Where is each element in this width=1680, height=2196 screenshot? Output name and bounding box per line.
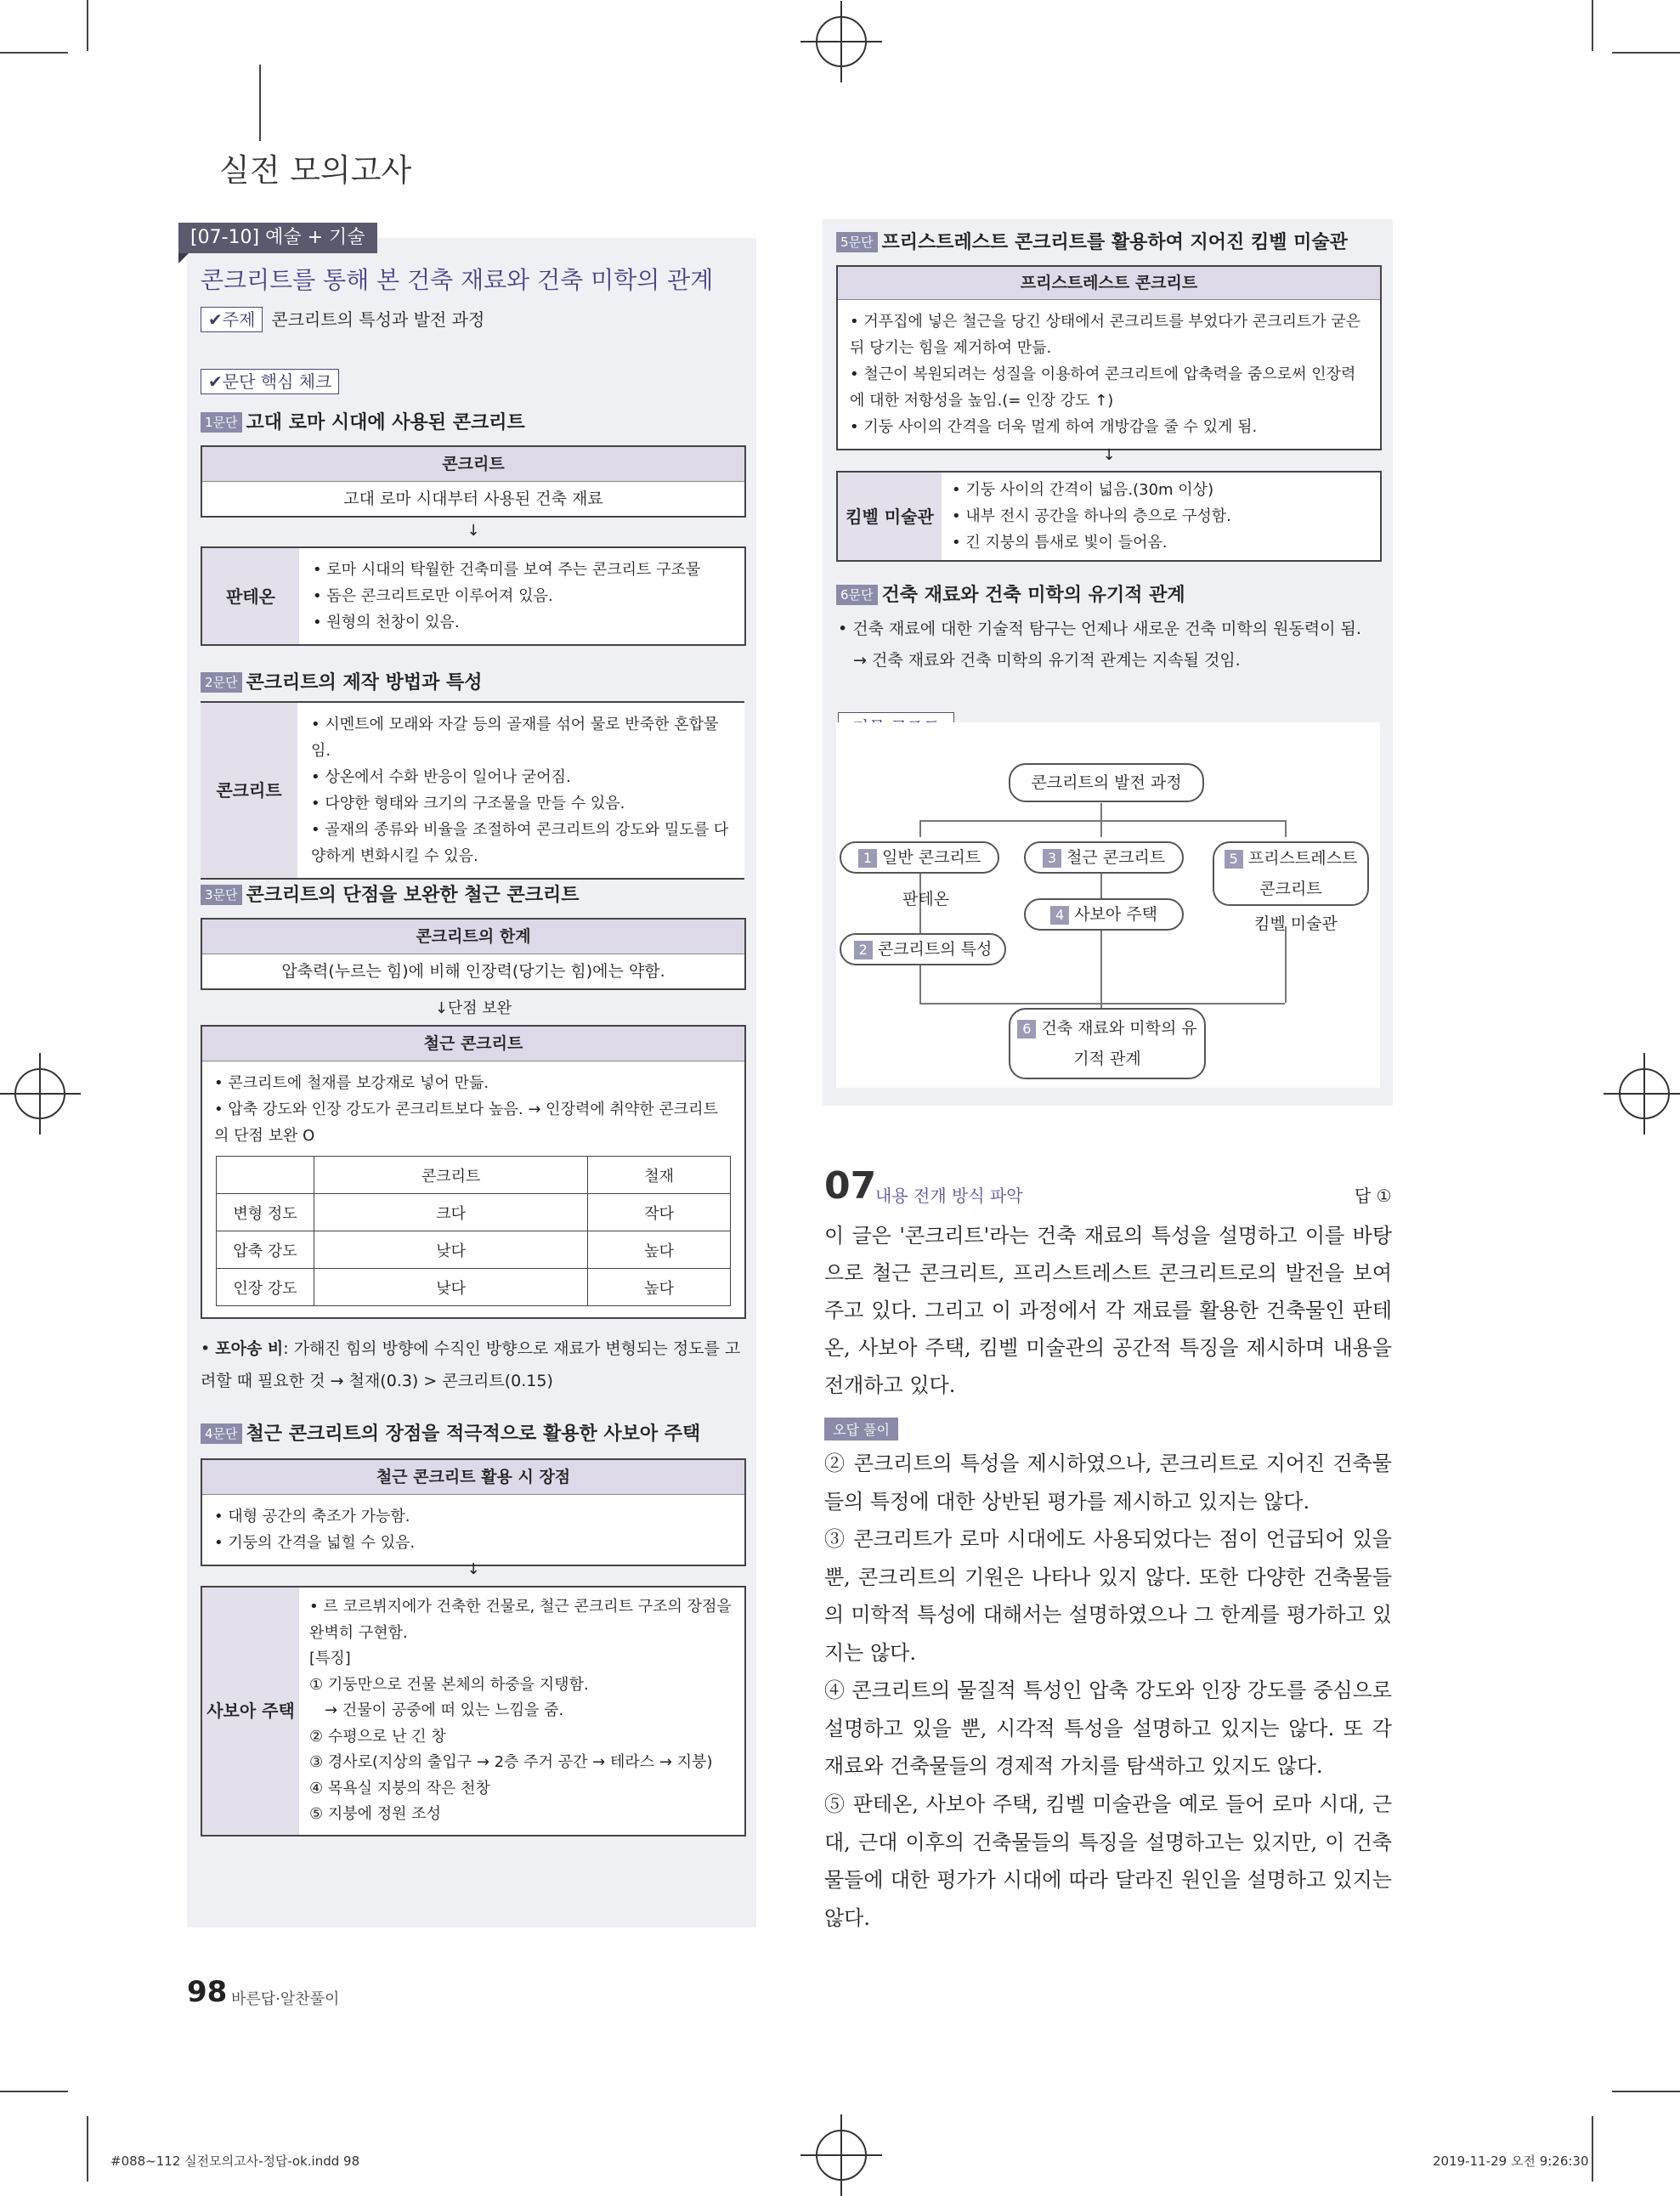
- option-5-explanation: ⑤ 판테온, 사보아 주택, 킴벨 미술관을 예로 들어 로마 시대, 근대, 근대 이후의 건축물들의 특징을 설명하고는 있지만, 이 건축물들에 대한 평가가 시대에 따라 달라진 원인을 설명하고 있지는 않다.: [824, 1792, 1392, 1930]
- question-number: 07: [824, 1164, 877, 1208]
- option-2-explanation: ② 콘크리트의 특성을 제시하였으나, 콘크리트로 지어진 건축물들의 특정에 대한 상반된 평가를 제시하고 있지는 않다.: [824, 1452, 1392, 1514]
- paragraph-check-label: ✔문단 핵심 체크: [201, 369, 339, 394]
- page-number: 98: [187, 1975, 228, 2009]
- p4-heading: 4문단 철근 콘크리트의 장점을 적극적으로 활용한 사보아 주택: [201, 1419, 700, 1446]
- structure-diagram: [836, 722, 1380, 1088]
- slug-file: #088~112 실전모의고사-정답-ok.indd 98: [110, 2154, 360, 2169]
- slug-date: 2019-11-29 오전 9:26:30: [1433, 2154, 1589, 2169]
- p1-heading: 1문단 고대 로마 시대에 사용된 콘크리트: [201, 408, 525, 434]
- option-4-explanation: ④ 콘크리트의 물질적 특성인 압축 강도와 인장 강도를 중심으로 설명하고 있을 뿐, 시각적 특성을 설명하고 있지는 않다. 또 각 재료와 건축물들의 경제적 가치를 탐색하고 있지도 않다.: [824, 1678, 1392, 1778]
- question-type: 내용 전개 방식 파악: [875, 1186, 1023, 1206]
- p5-heading: 5문단 프리스트레스트 콘크리트를 활용하여 지어진 킴벨 미술관: [836, 228, 1348, 254]
- p3-limit-box: 콘크리트의 한계 압축력(누르는 힘)에 비해 인장력(당기는 힘)에는 약함.: [201, 918, 746, 990]
- p3-heading: 3문단 콘크리트의 단점을 보완한 철근 콘크리트: [201, 880, 579, 907]
- category-tag: [07-10] 예술 + 기술: [178, 223, 377, 253]
- topic-label: ✔주제: [201, 307, 263, 332]
- table-row: 인장 강도 낮다 높다: [217, 1269, 731, 1306]
- p5-arrow: ↓: [1102, 446, 1116, 464]
- poisson-note: • 포아송 비: 가해진 힘의 방향에 수직인 방향으로 재료가 변형되는 정도를 고려할 때 필요한 것 → 철재(0.3) > 콘크리트(0.15): [201, 1339, 741, 1390]
- table-row: 압축 강도 낮다 높다: [217, 1231, 731, 1269]
- table-header-row: 콘크리트 철재: [217, 1157, 731, 1194]
- node-1-sub: 판테온: [902, 890, 950, 908]
- node-5: 5 프리스트레스트 콘크리트: [1213, 841, 1369, 906]
- node-2: 2 콘크리트의 특성: [840, 933, 1006, 965]
- node-6: 6 건축 재료와 미학의 유기적 관계: [1009, 1008, 1206, 1079]
- p2-concrete-box: 콘크리트 • 시멘트에 모래와 자갈 등의 골재를 섞어 물로 반죽한 혼합물임. • 상온에서 수화 반응이 일어나 굳어짐. • 다양한 형태와 크기의 구조물을 만들 수 있음. • 골재의 종류와 비율을 조절하여 콘크리트의 강도와 밀도를 다양하게 변화시킬 수 있음.: [201, 701, 744, 880]
- wrong-answer-label: 오답 풀이: [824, 1418, 898, 1440]
- p5-kimbell-box: 킴벨 미술관 • 기둥 사이의 간격이 넓음.(30m 이상) • 내부 전시 공간을 하나의 층으로 구성함. • 긴 지붕의 틈새로 빛이 들어옴.: [836, 471, 1382, 562]
- p3-arrow: ↓단점 보완: [434, 999, 512, 1017]
- p1-concrete-box: 콘크리트 고대 로마 시대부터 사용된 건축 재료: [201, 445, 746, 518]
- answer-label: 답 ①: [1355, 1186, 1392, 1206]
- node-root: 콘크리트의 발전 과정: [1009, 763, 1204, 802]
- topic-text: 콘크리트의 특성과 발전 과정: [271, 309, 485, 330]
- topic-line: [201, 306, 484, 332]
- registration-mark-left: [14, 1068, 65, 1119]
- p6-body: • 건축 재료에 대한 기술적 탐구는 언제나 새로운 건축 미학의 원동력이 됨. → 건축 재료와 건축 미학의 유기적 관계는 지속될 것임.: [838, 620, 1361, 670]
- comparison-table: [216, 1156, 731, 1306]
- node-5-sub: 킴벨 미술관: [1254, 914, 1338, 933]
- section-title: 실전 모의고사: [219, 152, 412, 189]
- p6-heading: 6문단 건축 재료와 건축 미학의 유기적 관계: [836, 580, 1185, 607]
- p1-pantheon-box: 판테온 • 로마 시대의 탁월한 건축미를 보여 주는 콘크리트 구조물 • 돔은 콘크리트로만 이루어져 있음. • 원형의 천창이 있음.: [201, 546, 746, 646]
- node-1: 1 일반 콘크리트: [840, 841, 999, 874]
- registration-mark-bottom: [816, 2130, 867, 2181]
- registration-mark-top: [816, 16, 867, 67]
- explanation-body: 이 글은 '콘크리트'라는 건축 재료의 특성을 설명하고 이를 바탕으로 철근 콘크리트, 프리스트레스트 콘크리트로의 발전을 보여 주고 있다. 그리고 이 과정에서 각 재료를 활용한 건축물인 판테온, 사보아 주택, 킴벨 미술관의 공간적 특징을 제시하며 내용을 전개하고 있다.: [824, 1224, 1392, 1397]
- p5-prestressed-box: 프리스트레스트 콘크리트 • 거푸집에 넣은 철근을 당긴 상태에서 콘크리트를 부었다가 콘크리트가 굳은 뒤 당기는 힘을 제거하여 만듦. • 철근이 복원되려는 성질을 이용하여 콘크리트에 압축력을 줌으로써 인장력에 대한 저항성을 높임.(= 인장 강도 ↑) • 기둥 사이의 간격을 더욱 멀게 하여 개방감을 줄 수 있게 됨.: [836, 265, 1382, 450]
- p1-arrow: ↓: [467, 522, 480, 540]
- p4-arrow: ↓: [467, 1560, 480, 1578]
- p4-savoye-box: 사보아 주택 • 르 코르뷔지에가 건축한 건물로, 철근 콘크리트 구조의 장점을 완벽히 구현함. [특징] ① 기둥만으로 건물 본체의 하중을 지탱함. → 건물이 공중에 떠 있는 느낌을 줌. ② 수평으로 난 긴 창 ③ 경사로(지상의 출입구 → 2층 주거 공간 → 테라스 → 지붕) ④ 목욕실 지붕의 작은 천창 ⑤ 지붕에 정원 조성: [201, 1586, 746, 1837]
- main-title: 콘크리트를 통해 본 건축 재료와 건축 미학의 관계: [201, 266, 714, 294]
- p4-advantage-box: 철근 콘크리트 활용 시 장점 • 대형 공간의 축조가 가능함. • 기둥의 간격을 넓힐 수 있음.: [201, 1458, 746, 1566]
- node-4: 4 사보아 주택: [1024, 898, 1184, 931]
- p3-rc-box: 철근 콘크리트 • 콘크리트에 철재를 보강재로 넣어 만듦. • 압축 강도와 인장 강도가 콘크리트보다 높음. → 인장력에 취약한 콘크리트의 단점 보완 O 콘크리트 철재 변형 정도 크다 작다 압축 강도 낮다 높다 인장 강도 낮다 높다: [201, 1025, 746, 1319]
- table-row: 변형 정도 크다 작다: [217, 1194, 731, 1231]
- registration-mark-right: [1619, 1068, 1670, 1119]
- p2-heading: 2문단 콘크리트의 제작 방법과 특성: [201, 668, 483, 694]
- node-3: 3 철근 콘크리트: [1024, 841, 1184, 874]
- footer-label: 바른답·알찬풀이: [231, 1990, 340, 2008]
- pantheon-label: 판테온: [202, 548, 299, 644]
- option-3-explanation: ③ 콘크리트가 로마 시대에도 사용되었다는 점이 언급되어 있을 뿐, 콘크리트의 기원은 나타나 있지 않다. 또한 다양한 건축물들의 미학적 특성에 대해서는 설명하였으나 그 한계를 평가하고 있지는 않다.: [824, 1527, 1392, 1665]
